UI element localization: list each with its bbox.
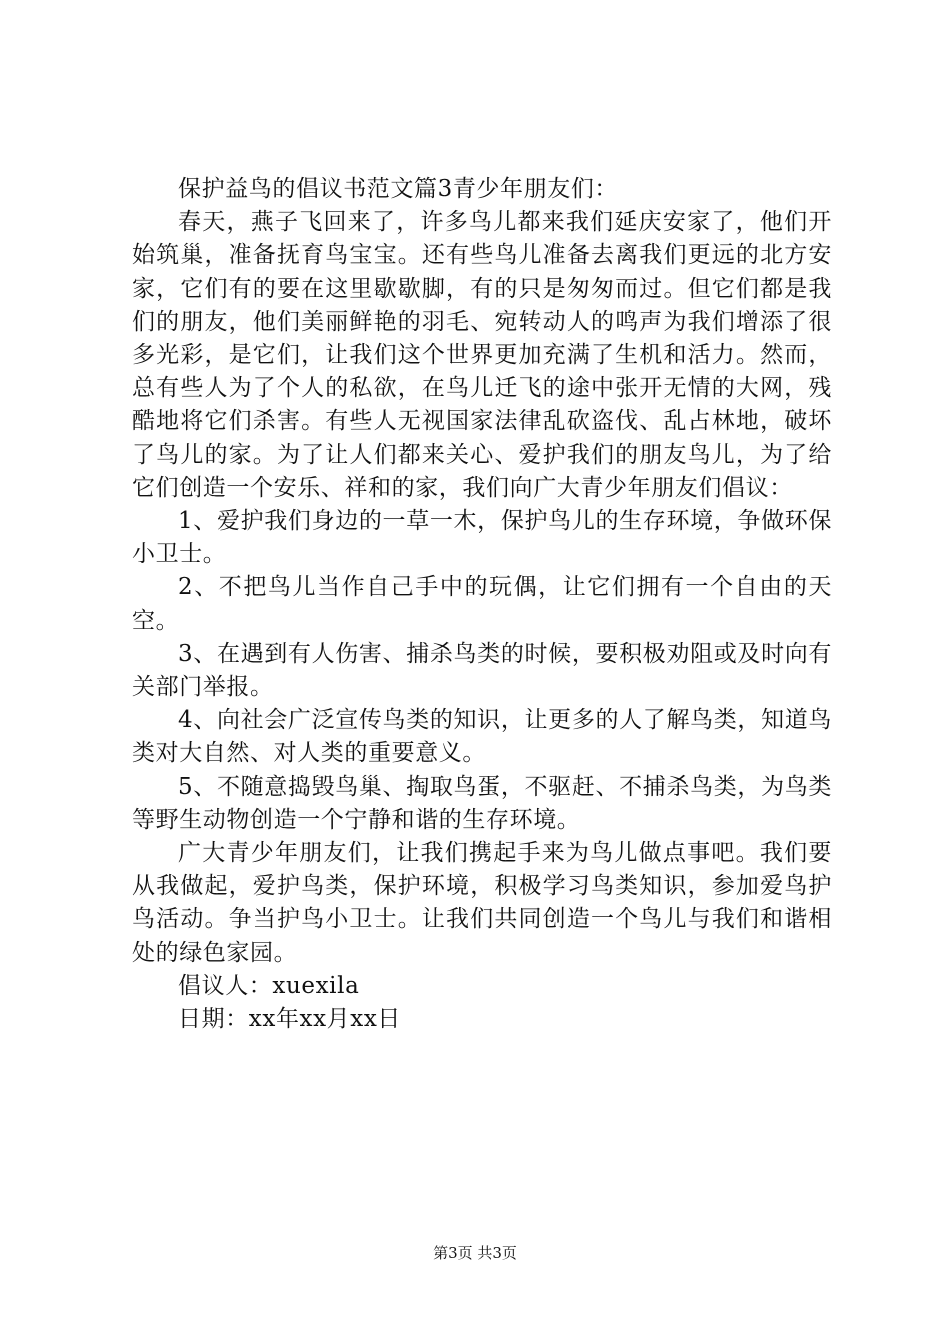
page-number-footer: 第3页 共3页 bbox=[433, 1244, 517, 1262]
proposal-item-3: 3、在遇到有人伤害、捕杀鸟类的时候，要积极劝阻或及时向有关部门举报。 bbox=[132, 640, 832, 701]
proposal-item-5: 5、不随意捣毁鸟巢、掏取鸟蛋，不驱赶、不捕杀鸟类，为鸟类等野生动物创造一个宁静和谐的生存环境。 bbox=[132, 773, 832, 833]
date-line: 日期：xx年xx月xx日 bbox=[178, 1006, 402, 1033]
signatory-line: 倡议人：xuexila bbox=[178, 972, 360, 999]
closing-paragraph: 广大青少年朋友们，让我们携起手来为鸟儿做点事吧。我们要从我做起，爱护鸟类，保护环境，积极学习鸟类知识，参加爱鸟护鸟活动。争当护鸟小卫士。让我们共同创造一个鸟儿与我们和谐相处的绿色家园。 bbox=[132, 840, 832, 966]
proposal-item-4: 4、向社会广泛宣传鸟类的知识，让更多的人了解鸟类，知道鸟类对大自然、对人类的重要意义。 bbox=[132, 707, 832, 767]
proposal-item-1: 1、爱护我们身边的一草一木，保护鸟儿的生存环境，争做环保小卫士。 bbox=[132, 508, 832, 568]
document-title-line: 保护益鸟的倡议书范文篇3青少年朋友们： bbox=[178, 176, 619, 202]
proposal-item-2: 2、不把鸟儿当作自己手中的玩偶，让它们拥有一个自由的天空。 bbox=[132, 574, 832, 634]
intro-paragraph: 春天，燕子飞回来了，许多鸟儿都来我们延庆安家了，他们开始筑巢，准备抚育鸟宝宝。还有些鸟儿准备去离我们更远的北方安家，它们有的要在这里歇歇脚，有的只是匆匆而过。但它们都是我们的朋友，他们美丽鲜艳的羽毛、宛转动人的鸣声为我们增添了很多光彩，是它们，让我们这个世界更加充满了生机和活力。然而，总有些人为了个人的私欲，在鸟儿迁飞的途中张开无情的大网，残酷地将它们杀害。有些人无视国家法律乱砍盗伐、乱占林地，破坏了鸟儿的家。为了让人们都来关心、爱护我们的朋友鸟儿，为了给它们创造一个安乐、祥和的家，我们向广大青少年朋友们倡议： bbox=[132, 209, 832, 501]
document-body bbox=[132, 173, 832, 1036]
